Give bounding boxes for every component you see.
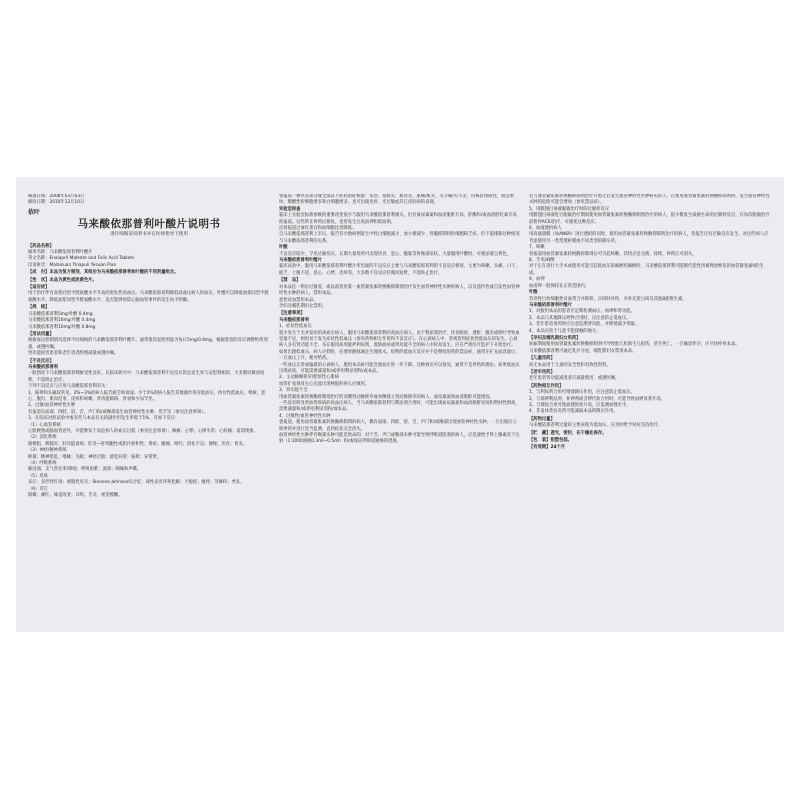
paragraph: 营养性巨幼细胞性贫血常合并缺铁，应同时补铁，并补充蛋白质及其他B族维生素。 — [529, 296, 687, 302]
section-heading: 【贮 藏】遮光，密封，在干燥处保存。 — [529, 430, 607, 436]
subsection-heading: 叶酸 — [279, 245, 288, 251]
paragraph: 自马来酸依那普利上市后，报告有少数病例发生中性白细胞减少、血小板减少、骨髓抑制和粒细胞缺乏症，但不能排除这种情况与马来酸依那普利的关系。 — [279, 232, 520, 244]
paragraph: 还曾报道过血红蛋白和血细胞比容降低。 — [279, 226, 357, 232]
approve-date: 核准日期：2008年03月03日 — [28, 194, 85, 199]
document-title: 马来酸依那普利叶酸片说明书 — [77, 218, 221, 231]
paragraph: 用膜翅目毒液进行脱敏治疗期间使用血管紧张素转换酶抑制剂治疗的病人，很少数发生威胁生命的过敏样反应。在每次脱敏治疗前暂停ACEI治疗，可避免这种反应。 — [529, 213, 770, 225]
paragraph: 血管扩张剂对左心室流出道梗阻的病人应慎用。 — [279, 381, 370, 387]
revise-date: 修改日期：2010年12月10日 — [28, 200, 85, 206]
column-1-body — [28, 244, 270, 500]
paragraph: 有报道在面部、四肢、唇、舌、声门和/或喉部发生血管神经性水肿，但罕见（参见注意事项）。 — [28, 409, 208, 415]
paragraph: 用于治疗伴有血浆同型半胱氨酸水平升高的原发性高血压。马来酸依那普利降低高血压病人的血压，叶酸可以降低血浆同型半胱氨酸水平。降低血浆同型半胱氨酸水平，是否能够预防心脑血管事件的发生尚不明确。 — [28, 291, 269, 303]
paragraph: 9、血钾 — [529, 277, 545, 283]
section-heading: 【包 装】铝塑包装。 — [529, 438, 572, 444]
section-heading: 【儿童用药】 — [529, 356, 555, 362]
paragraph: 曾报道，使用血管紧张素转换酶抑制剂的病人，偶有面部、四肢、唇、舌、声门和/或喉部出现血管神经性水肿。一旦出现应立即停药并进行适当监测，直到症状完全消失。 — [279, 420, 517, 432]
column-3 — [529, 194, 771, 619]
paragraph: 通用名称：马来酸依那普利叶酸片 — [28, 250, 93, 256]
paragraph: 临床试验中，服用马来酸依那普利叶酸片所出现的不良反应主要与马来酸依那普利的不良反应相似，主要为咳嗽、头痛、口干、疲乏、上腹不适、恶心、心悸、皮疹等，大多数不良反应轻微而短暂，不需终止治疗。 — [279, 264, 520, 276]
paragraph: 用血管紧张素转换酶抑制剂治疗的双侧肾动脉狭窄或单侧孤立肾动脉狭窄的病人，血尿素氮和血清肌酐可能增高。 — [279, 394, 494, 400]
section-heading: 【药品名称】 — [28, 243, 54, 249]
paragraph: 有与血管紧张素转换酶抑制剂治疗开始之后发生血管神经性水肿病史的人，在使用血管紧张素转换酶抑制剂时，发生血管神经性水肿的危险可能会增加（参见禁忌症）。 — [529, 194, 770, 206]
paragraph: 一些没有明显肾血管疾病的高血压病人，当马来酸依那普利与利尿剂合用时，可能出现血尿素氮和血清肌酐轻度和暂时性增高，需要减量和/或停用利尿剂和/或本品。 — [279, 401, 520, 413]
brand-name: 依叶 — [28, 208, 41, 216]
section-heading: 【老年用药】 — [529, 369, 555, 375]
section-heading: 【药物相互作用】 — [529, 383, 564, 389]
paragraph: 马来酸依那普利10mg∶叶酸 0.4mg — [28, 318, 96, 324]
section-heading: 【有效期】24个月 — [529, 445, 566, 451]
paragraph: 血管神经性水肿伴有喉部水肿可能是致命的。对于舌、声门或喉部水肿可能导致呼吸道阻塞的病人，应迅速给予肾上腺素皮下注射（1:1000溶液0.3ml~0.5ml）和/或保证呼吸道通畅的措施。 — [279, 433, 520, 445]
column-2-body — [279, 194, 521, 446]
paragraph: 英文名称：Enalapril Maleate and Folic Acid Tablets — [28, 256, 135, 262]
paragraph: 不良反应较少，罕见过敏反应。长期大量用药可出现厌食、恶心、腹胀等胃肠道症状。大量服用叶酸时，可使尿液呈黄色。 — [279, 251, 512, 257]
paragraph: 肺浸润；支气管痉挛/哮喘；呼吸困难；流涕；咽痛和声嘶。 — [28, 467, 142, 473]
paragraph: 4、非甾体类抗炎药可能减弱本品的降压作用。 — [529, 409, 618, 415]
paragraph: 尚无本品用于儿童的安全性和有效性资料。 — [529, 362, 611, 368]
column-3-body — [529, 194, 771, 452]
paragraph: 6、血液透析病人 — [529, 226, 562, 232]
leaflet-sheet — [17, 178, 783, 631]
paragraph: 3、肾功能不全 — [279, 388, 308, 394]
paragraph: 心肌梗塞或脑血管意外，可能继发于高危病人的血压过低（参见注意事项）；胸痛；心悸；心律失常；心绞痛；雷诺现象。 — [28, 429, 258, 434]
paragraph: 1、与利尿剂合用可增强降压作用，应注意防止低血压。 — [529, 390, 635, 396]
paragraph: 3、在临床对照试验中或有些与本品有关的副作用发生率低于1%，有如下反应： — [28, 416, 180, 422]
paragraph: 5、用膜翅目毒液脱敏治疗时的过敏样反应 — [529, 206, 610, 212]
paragraph: 3、与锂盐合用可使血锂浓度升高，应监测血锂水平。 — [529, 403, 631, 408]
paragraph: 马来酸依那普利5mg∶叶酸 0.4mg — [28, 311, 93, 317]
paragraph: （3）神经/精神系统 — [28, 448, 67, 454]
paragraph: （1）心血管系统 — [28, 422, 61, 428]
section-heading: 【适应症】 — [28, 285, 50, 291]
paragraph: 肠梗阻、胰腺炎；肝功能衰竭；肝炎—肝细胞性或胆汁瘀积性；黄疸；腹痛；呕吐；消化不良；便秘；厌食；胃炎。 — [28, 441, 248, 447]
column-1 — [28, 194, 270, 619]
paragraph: 2、主动脉瓣狭窄/肥厚性心肌病 — [279, 375, 340, 381]
paragraph: 多汗；多形性红斑；剥脱性皮炎；Stevens-Johnson综合征；毒性表皮坏死松解；天疱疮；瘙痒；荨麻疹；秃发。 — [28, 480, 245, 486]
section-heading: 【孕妇及哺乳期妇女用药】 — [529, 335, 581, 341]
subsection-heading: 马来酸依那普利叶酸片 — [529, 302, 572, 308]
section-heading: 【规 格】 — [28, 305, 50, 311]
paragraph: 临床上实验室标准参数的重要改变很少与服用马来酸依那普利相关。但有血尿素氮和血清肌酐升高、肝酶和/或血清胆红素升高的报道。这些常在停药后恢复。也曾发生过高血钾和低血钠。 — [279, 213, 517, 225]
paragraph: （5）皮肤 — [28, 473, 48, 479]
paragraph: 恶性贫血禁用本品。 — [279, 297, 318, 303]
paragraph: 孕妇及哺乳期妇女禁用。 — [279, 303, 327, 309]
paragraph: 汉语拼音：Malaisuan Yinapuli Yesuan Pian — [28, 262, 117, 268]
subsection-heading: 马来酸依那普利 — [279, 317, 310, 323]
paragraph: 2、本品与其他降压药物合用时，应注意防止低血压。 — [529, 315, 631, 321]
paragraph: 血清钾一般保持在正常范围内。 — [529, 283, 590, 289]
subsection-heading: 马来酸依那普利 — [28, 364, 59, 370]
section-heading: 【不良反应】 — [28, 358, 54, 364]
paragraph: 如果出现低血压，病人应仰卧，必要时静脉滴注生理盐水。短暂的低血压反应并不是继续用药的禁忌症，通常在扩充血容量后，一旦血压上升，便可给药。 — [279, 349, 520, 362]
column-2 — [279, 194, 521, 619]
usage-warning: 请仔细阅读说明书并在医师指导下使用 — [109, 232, 189, 238]
paragraph: （6）其它 — [28, 486, 48, 492]
paragraph: 马来酸依那普利过量的主要表现为低血压，应及时给予对症支持治疗。 — [529, 423, 663, 429]
paragraph: 2、过敏/血管神经性水肿 — [28, 403, 76, 409]
paragraph: 4、过敏性/血管神经性水肿 — [279, 413, 331, 419]
paragraph: 曾报道一种具有部分或全部以下症状的症候群：发热、浆膜炎、血管炎、肌痛/肌炎、关节痛/关节炎、抗核抗体阳性、血沉增快、嗜酸性粒细胞增多和白细胞增多，也可出现皮疹、光过敏或其它皮肤病的表现。 — [279, 194, 514, 206]
subsection-heading: 马来酸依那普利叶酸片 — [279, 258, 322, 264]
section-heading: 【注意事项】 — [279, 311, 305, 317]
paragraph: （4）呼吸系统 — [28, 461, 57, 467]
paragraph: 8、手术/麻醉 — [529, 258, 555, 264]
paragraph: 阳痿；潮红；味觉改变；耳鸣；舌炎；视觉模糊。 — [28, 493, 123, 499]
paragraph: 一些血压正常或偏低的心衰病人，服用本品时可能会使血压进一步下降。这种效应可以预见，通常不是停药的理由。如果低血压出现症状，可能需要减量和/或停用利尿剂和/或本品。 — [279, 362, 520, 374]
section-heading: 【药物过量】 — [529, 416, 555, 422]
paragraph: 对本品任一组份过敏者，或以前曾用某一血管紧张素转换酶抑制剂治疗发生血管神经性水肿的病人，以及遗传性或自发性血管神经性水肿的病人，禁用本品。 — [279, 284, 520, 297]
paragraph: 1、对服用本品的患者应定期检测血压、血钾和肾功能。 — [529, 309, 635, 315]
paragraph: 1、症状性低血压 — [279, 324, 312, 330]
paragraph: 4、本品应放于儿童不能接触的地方。 — [529, 328, 601, 334]
paragraph: 1、眩晕和头痛较常见。2%~3%的病人报告疲劳和衰弱。少于2%的病人报告其他副作用有低血压、体位性低血压、晕厥、恶心、腹泻、肌肉痉挛、皮疹和咳嗽。肾功能障碍、肾衰和少尿罕见。 — [28, 390, 266, 402]
section-heading: 【禁 忌】 — [279, 278, 301, 284]
paragraph: 根据血压控制情况选择不同规格的马来酸依那普利叶酸片。通常推荐起始剂量为每日5mg/0.4mg，根据患者的反应调整给药剂量，或遵医嘱。 — [28, 338, 268, 350]
section-heading: 【成 份】本品为复方制剂，其组份为马来酸依那普利和叶酸的不同剂量组合。 — [28, 270, 179, 276]
paragraph: 2、与保钾利尿剂、补钾剂或含钾代盐合用时，可能导致血钾显著升高。 — [529, 396, 665, 402]
paragraph: 3、老年患者用药时应注意监测肾功能，并酌情减少剂量。 — [529, 322, 640, 328]
paragraph: 一般情况下马来酸依那普利耐受性良好。在临床研究中，马来酸依那普利不良反应的总发生率与安慰剂相似，大多数轻微而短暂，不需终止治疗。 — [28, 371, 265, 383]
paragraph: 马来酸依那普利可通过乳汁分泌，哺乳期妇女禁用本品。 — [529, 348, 637, 354]
paragraph: 用高通量膜（如AN69）进行透析的同时，使用血管紧张素转换酶抑制剂治疗的病人，曾报告过有过敏反应发生。对这些病人应考虑使用另一类型透析膜或不同类型的降压药。 — [529, 232, 769, 244]
paragraph: 曾报道用血管紧张素转换酶抑制剂后可引起咳嗽，其特点是无痰、持续，停药后可消失。 — [529, 251, 697, 257]
section-heading: 【性 状】本品为黄色或淡黄色片。 — [28, 277, 97, 283]
paragraph: 对于正在进行大手术或使用可能引起低血压的麻醉药麻醉时，马来酸依那普利可阻断代偿性肾素释放继发的血管紧张素II的生成。 — [529, 264, 764, 276]
paragraph: 7、咳嗽 — [529, 245, 545, 251]
paragraph: 妊娠期间使用血管紧张素转换酶抑制剂可导致胎儿和新生儿损伤，甚至死亡。一旦确诊怀孕，应尽快停用本品。 — [529, 342, 740, 348]
paragraph: 老年患者肾功能减退者应减量使用，或遵医嘱。 — [529, 376, 620, 382]
paragraph: （2）消化系统 — [28, 435, 57, 441]
paragraph: 肾功能损害患者和老年患者酌情减量或遵医嘱。 — [28, 351, 119, 357]
subsection-heading: 实验室检查 — [279, 206, 301, 212]
paragraph: 下列不良反应与应用马来酸依那普利有关： — [28, 384, 110, 390]
paragraph: 马来酸依那普利10mg∶叶酸 0.8mg — [28, 324, 96, 330]
paragraph: 抑郁；精神错乱；嗜睡；失眠；神经过敏；感觉异常；眩晕；异常梦。 — [28, 454, 162, 460]
section-heading: 【用法用量】 — [28, 331, 54, 337]
subsection-heading: 叶酸 — [529, 290, 538, 296]
paragraph: 很少发生于无并发症的高血压病人，服用马来酸依那普利的高血压病人，由于利尿剂治疗、饮食限盐、透析、腹泻或呕吐导致血容量不足，则更易于发生症状性低血压（参见药物相互作用和不良反应）。在心衰病人中，曾观察到症状性低血压的发生。心衰病人多有肾功能不全，多在服用高剂量袢利尿剂、低钠血症或肾功能不全的病人中较易发生。应在严密医疗监护下开始治疗。 — [279, 330, 520, 349]
